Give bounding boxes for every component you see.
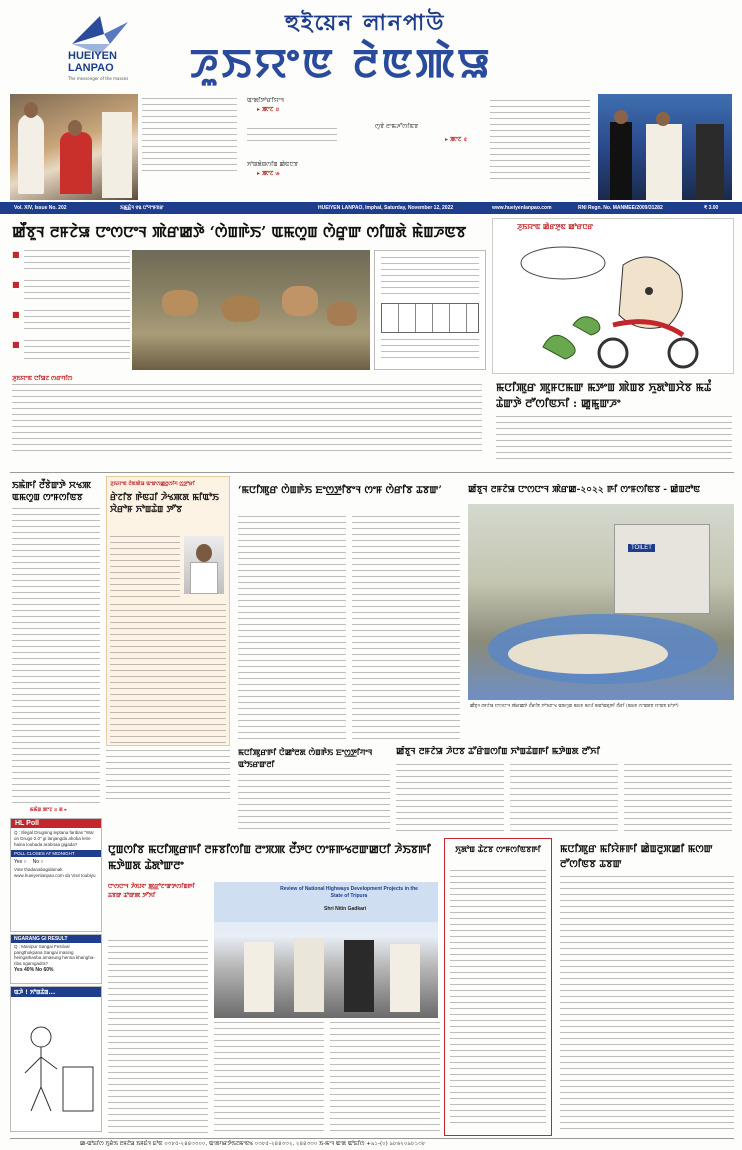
story-mid-right-body-a — [396, 764, 504, 834]
left-col-body — [12, 508, 100, 804]
banner-name: Shri Nitin Gadkari — [324, 906, 367, 912]
toilet-sign: TOILET — [628, 544, 655, 552]
poll-box — [10, 818, 102, 932]
issue-volume: Vol. XIV, Issue No. 202 — [14, 205, 67, 211]
left-col-page-link[interactable]: ꯃꯃꯥꯡ ꯄꯦꯖ ৪ ꯗ ▸ — [30, 807, 68, 813]
cartoon-title: ꯍꯨꯏꯌꯦꯟ ꯀꯥꯔꯇꯨꯟ ꯀꯣꯔꯅꯔ — [517, 223, 594, 231]
bottom-body-c — [330, 1022, 440, 1136]
issue-info-bar — [0, 202, 742, 214]
teaser-mid[interactable]: ꯁꯨꯕꯥ ꯂꯦꯃꯍꯧꯁꯤꯟꯕ ▸ ꯄꯦꯖ ৫ — [375, 124, 485, 164]
poll-vote-text[interactable]: Vote thadanabagidamak www.hueiyenlanpao.com da Visit toubiyu — [14, 867, 96, 878]
teaser-item[interactable]: ꯈꯣꯡꯗꯥꯡꯁꯤꯡ ꯀꯥꯟꯅꯕ ▸ ꯄꯦꯖ ৬ — [247, 162, 367, 192]
price: ₹ 3.00 — [704, 205, 719, 211]
poll-yes-button[interactable]: Yes ○ — [14, 859, 27, 865]
bottom-body-a — [108, 940, 208, 1136]
teaser-page-link[interactable]: ▸ ꯄꯦꯖ ৬ — [257, 170, 280, 177]
rni-number: RNI Regn. No. MANMEE/2009/31282 — [578, 205, 663, 211]
bottom-body-b — [214, 1022, 324, 1136]
center-headline[interactable]: ‘ꯃꯅꯤꯄꯨꯔ ꯁꯥꯡꯒꯥꯏ ꯐꯦꯁ꯭ꯇꯤꯕꯦꯜ ꯁꯦꯝ ꯁꯥꯔꯤꯕ ꯊꯕꯛ’ — [238, 485, 442, 496]
story2-headline[interactable]: ꯃꯅꯤꯄꯨꯔ ꯄꯨꯝꯅꯃꯛ ꯃꯇꯦꯡ ꯄꯥꯡꯕ ꯈꯨꯗꯣꯡꯆꯥꯕ ꯃꯊꯪ ꯊꯥꯛꯇꯥ ꯂꯧꯁꯤꯟꯈꯤ : ꯀꯨꯃꯨꯛꯍꯦ — [496, 381, 712, 410]
gadkari-photo — [214, 882, 438, 1018]
lead-body — [12, 384, 482, 454]
left-col-headline[interactable]: ꯏꯃꯥꯒꯤ ꯂꯩꯕꯥꯛꯇꯥ ꯆꯠꯄ ꯑꯃꯁꯨꯡ ꯁꯦꯝꯁꯤꯟꯕ — [12, 481, 91, 503]
story-mid-left-body — [238, 774, 390, 830]
poll-closes: POLL CLOSES AT MIDNIGHT — [11, 850, 101, 857]
lead-headline[interactable]: ꯀꯩꯕꯨꯜ ꯂꯝꯖꯥꯎ ꯅꯦꯁꯅꯦꯜ ꯄꯥꯔꯀꯇꯥ ‘ꯁꯥꯡꯒꯥꯏ’ ꯑꯃꯁꯨꯡ ꯁꯥꯔꯨꯛ ꯁꯤꯡꯗꯥ ꯃꯥꯡꯍꯟꯕ — [12, 223, 467, 241]
bottom-headline[interactable]: ꯅꯨꯡꯁꯤꯕ ꯃꯅꯤꯄꯨꯔꯒꯤ ꯂꯝꯕꯤꯁꯤꯡ ꯂꯦꯞꯄ ꯂꯩꯇꯅ ꯁꯦꯝꯒꯠꯂꯛꯀꯅꯤ ꯍꯥꯏꯕꯒꯤ ꯃꯇꯥꯡꯗ ꯊꯥꯗꯣꯛꯂꯦ — [108, 843, 431, 872]
document-image — [374, 250, 486, 370]
small-cartoon-title: ꯑꯍꯥ ! ꯈꯣꯡꯊꯥꯡ... — [11, 987, 101, 997]
teaser-page-link[interactable]: ▸ ꯄꯦꯖ ৫ — [445, 136, 468, 143]
teaser-text-left — [142, 98, 237, 178]
rajiv-kicker: ꯍꯨꯏꯌꯦꯟ ꯂꯥꯟꯄꯥꯎ ꯑꯦꯛꯁꯀ꯭ꯂꯨꯁꯤꯚ ꯁ꯭ꯇꯣꯔꯤ — [110, 481, 195, 487]
center-body-a — [238, 516, 346, 740]
teaser-photo-left — [10, 94, 138, 200]
rajiv-body-c — [106, 750, 230, 804]
title-main: ꯍꯨꯏꯌꯦꯟ ꯂꯥꯟꯄꯥꯎ — [190, 41, 493, 87]
poll-result-box — [10, 934, 102, 984]
teaser-page-link[interactable]: ▸ ꯄꯦꯖ ৪ — [257, 106, 280, 113]
issue-dateline: HUEIYEN LANPAO, Imphal, Saturday, November 12, 2022 — [318, 205, 454, 211]
teaser-text-right — [490, 100, 590, 180]
issue-date-local: ꯏꯃ꯭ꯐꯥꯜ ꯱꯲ ꯅꯣꯚꯦꯝꯕꯔ — [120, 205, 164, 211]
toilet-headline[interactable]: ꯀꯩꯕꯨꯜ ꯂꯝꯖꯥꯎ ꯅꯦꯁꯅꯦꯜ ꯄꯥꯔꯀ-২০২২ ꯒꯤ ꯁꯦꯝꯁꯤꯟꯕ - ꯀꯥꯡꯂꯣꯟ — [468, 485, 701, 495]
story2-body — [496, 416, 732, 464]
title-top: হুইয়েন লানপাউ — [285, 11, 446, 36]
story-small-body — [450, 870, 546, 1126]
poll-result-question: Q : Manipur Sangai Festival pangthokpana Sangai masing heingathanba amasung henna khangha-nba ngamgadra? — [14, 944, 95, 966]
lead-byline: ꯍꯨꯏꯌꯦꯟ ꯅꯤꯎꯖ ꯁꯔꯚꯤꯁ — [12, 375, 73, 382]
toilet-photo — [468, 504, 734, 700]
story-mid-left-headline[interactable]: ꯃꯅꯤꯄꯨꯔꯒꯤ ꯅꯥꯀꯣꯂꯗ ꯁꯥꯡꯒꯥꯏ ꯐꯦꯁ꯭ꯇꯤꯚꯦꯜ ꯑꯣꯏꯔꯛꯂꯤ — [238, 747, 373, 769]
masthead — [0, 0, 742, 92]
poll-no-button[interactable]: No ○ — [32, 859, 44, 865]
story-small-headline[interactable]: ꯈꯨꯗꯣꯡ ꯊꯥꯖꯕ ꯁꯦꯝꯁꯤꯟꯕꯒꯤ — [455, 844, 541, 854]
teaser-list — [247, 98, 367, 198]
bottom-sub: ꯅꯦꯁꯅꯦꯜ ꯍꯥꯏꯋꯦ ꯄ꯭ꯔꯣꯖꯦꯛꯇꯁꯤꯡꯒꯤ ꯊꯕꯛ ꯊꯣꯛꯄ ꯇꯧꯈꯤ — [108, 883, 195, 899]
logo-name-2: LANPAO — [68, 62, 114, 74]
story-mid-right-headline[interactable]: ꯀꯩꯕꯨꯜ ꯂꯝꯖꯥꯎ ꯍꯥꯅꯕ ꯊꯧꯔꯥꯡꯁꯤꯡ ꯈꯣꯡꯊꯥꯡꯒꯤ ꯃꯇꯥꯡꯗ ꯂꯧꯈꯤ — [396, 747, 600, 757]
cartoon-panel — [492, 218, 734, 374]
poll-title: HL Poll — [11, 819, 101, 828]
rajiv-body-a — [110, 536, 180, 600]
banner-title: Review of National Highways Development Projects in the State of Tripura — [280, 886, 418, 899]
story-mid-right-body-b — [510, 764, 618, 834]
rajiv-photo — [184, 536, 224, 594]
lead-bullets: ■ ■ ■ ■ — [12, 250, 130, 370]
center-body-b — [352, 516, 460, 740]
story-mid-right-body-c — [624, 764, 732, 834]
story-br-headline[interactable]: ꯃꯅꯤꯄꯨꯔ ꯃꯤꯌꯥꯝꯒꯤ ꯀꯥꯡꯂꯨꯞꯀꯤ ꯃꯁꯛ ꯂꯧꯁꯤꯟꯕ ꯊꯕꯛ — [560, 844, 713, 870]
teaser-photo-right — [598, 94, 732, 200]
footer-contact: ꯀ-ꯑꯣꯐꯤꯁ ꯈꯨꯔꯥꯏ ꯂꯝꯖꯥꯎ ꯏꯝꯐꯥꯜ ꯐꯣꯟ ০৩৮৫-২৪৪৩৩০০, ꯑꯦꯗꯚꯔꯇꯥꯏꯖꯃꯦꯟꯠ ০৩৮৫-২৪৪৩৩২, ২৪৪৩৩০ ꯏ-ꯃꯦꯜ ꯑꯦꯗ ꯑꯣꯐꯤꯁ +৯১-(০) ৯৮৬২০৯৮১৩৮ — [80, 1141, 426, 1147]
rajiv-body-b — [110, 604, 226, 744]
small-cartoon — [10, 986, 102, 1132]
poll-result-values: Yes 40% No 60% — [14, 967, 54, 973]
poll-result-title: NGARANG GI RESULT — [11, 935, 101, 943]
teaser-item[interactable]: ꯑꯦꯗꯤꯇꯣꯔꯤꯌꯦꯜ ▸ ꯄꯦꯖ ৪ — [247, 98, 367, 128]
deer-photo — [132, 250, 370, 370]
rajiv-headline[interactable]: ꯔꯥꯖꯤꯕ ꯒꯥꯟꯙꯤ ꯍꯥꯠꯄꯗ ꯃꯤꯑꯣꯏ ꯆꯥꯔꯣꯝ ꯈꯣꯡꯊꯥꯡ ꯇꯧꯕ — [110, 493, 219, 515]
toilet-caption: ꯀꯩꯕꯨꯜ ꯂꯝꯖꯥꯎ ꯅꯦꯁꯅꯦꯜ ꯄꯥꯔꯀꯇꯥ ꯂꯩꯔꯤꯕ ꯇꯣꯏꯂꯦꯠ ꯑꯃꯁꯨꯡ ꯃꯐꯝ ꯃꯁꯤ ꯃꯑꯣꯡꯗꯨꯒꯤ ꯂꯩꯔꯤ (ꯃꯐꯝ ꯁꯦꯡꯗꯕ ꯌꯦꯡꯕ ꯐꯣꯇꯣ) — [470, 704, 679, 709]
logo-tagline: The messenger of the masses — [68, 76, 129, 81]
logo-name: HUEIYEN — [68, 50, 117, 62]
story-br-body — [560, 876, 734, 1134]
teaser-item[interactable] — [247, 128, 367, 162]
poll-question: Q : Illegal Drugsing leptana faribas "War on Drugs-2.0" gi lanjangda ahoba leire haina loubada arabnaa gigada? — [14, 830, 94, 847]
website-link[interactable]: www.hueiyenlanpao.com — [492, 205, 552, 211]
